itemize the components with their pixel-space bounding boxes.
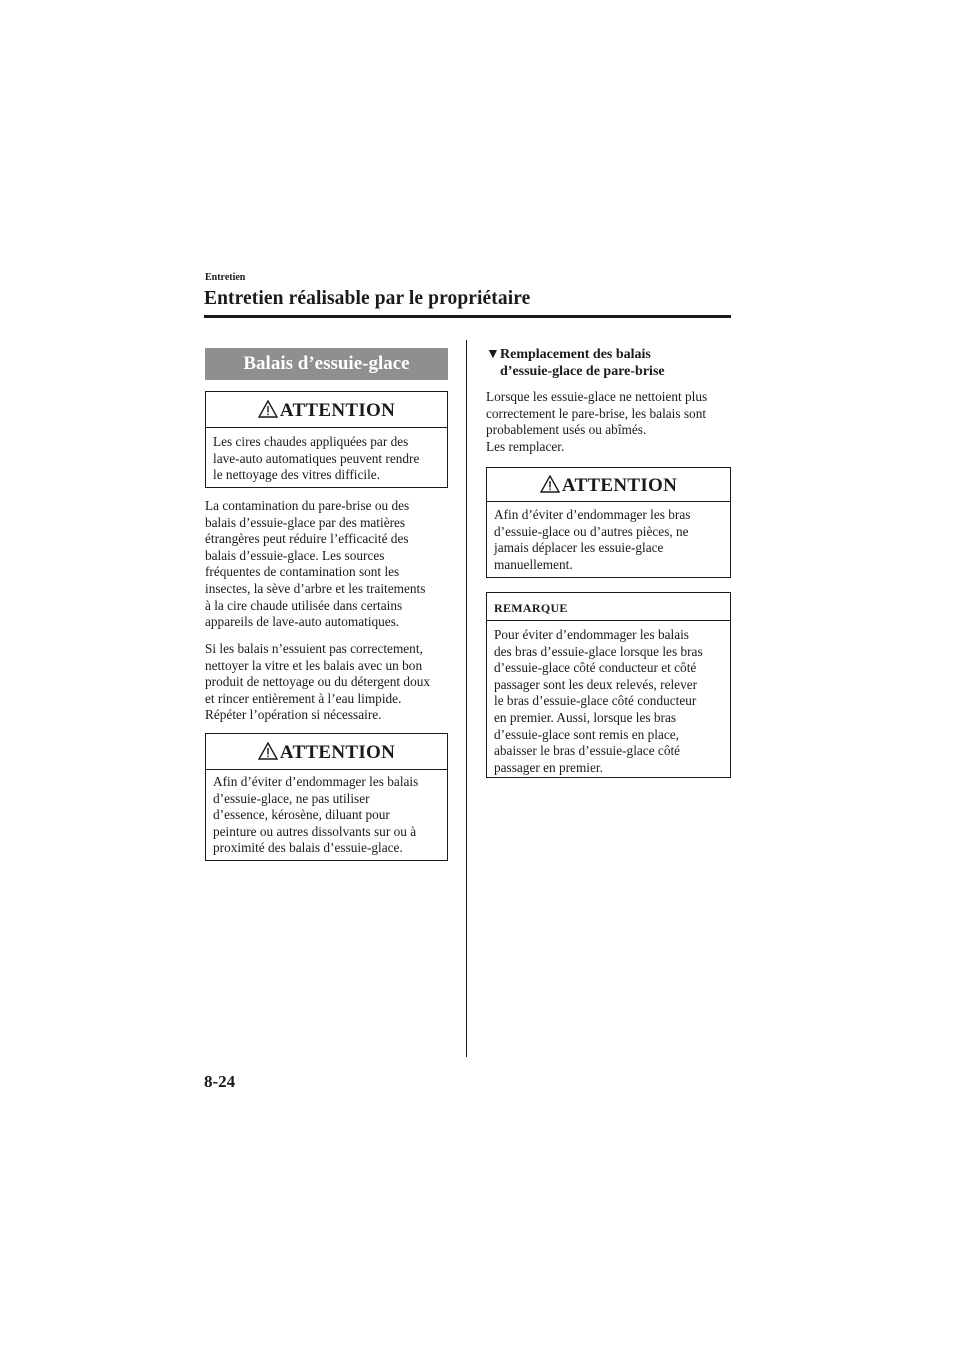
caution-label: ATTENTION: [279, 742, 396, 763]
section-label: Entretien: [205, 272, 246, 283]
text-line: La contamination du pare-brise ou des: [205, 498, 410, 513]
text-line: fréquentes de contamination sont les: [205, 564, 400, 580]
caution-line: Afin d’éviter d’endommager les bras: [494, 507, 691, 522]
warning-icon: [540, 475, 560, 499]
heading-line: Remplacement des balais: [500, 347, 651, 362]
caution-line: manuellement.: [494, 556, 573, 572]
subsection-heading: [486, 346, 736, 380]
text-line: balais d’essuie-glace par des matières: [205, 514, 406, 530]
text-line: Les remplacer.: [486, 438, 565, 454]
caution-divider: [206, 769, 447, 770]
caution-line: Les cires chaudes appliquées par des: [213, 434, 409, 449]
caution-line: d’essence, kérosène, diluant pour: [213, 807, 390, 823]
caution-text: [213, 774, 441, 857]
caution-divider: [487, 501, 730, 502]
note-title: REMARQUE: [494, 601, 568, 615]
caution-text: [494, 507, 724, 573]
caution-line: lave-auto automatiques peuvent rendre: [213, 450, 420, 466]
caution-label: ATTENTION: [561, 475, 678, 496]
note-line: passager sont les deux relevés, relever: [494, 676, 698, 692]
caution-line: jamais déplacer les essuie-glace: [494, 540, 664, 556]
caution-box: [205, 733, 448, 861]
note-line: abaisser le bras d’essuie-glace côté: [494, 743, 681, 759]
text-line: Répéter l’opération si nécessaire.: [205, 707, 382, 723]
warning-icon: [258, 400, 278, 424]
warning-icon: [258, 742, 278, 766]
note-text: [494, 627, 724, 776]
caution-text: [213, 434, 441, 484]
section-banner: Balais d’essuie-glace: [205, 348, 448, 380]
text-line: produit de nettoyage ou du détergent doux: [205, 674, 431, 690]
text-line: appareils de lave-auto automatiques.: [205, 614, 400, 630]
caution-title: [487, 475, 730, 499]
caution-title: [206, 742, 447, 766]
note-line: d’essuie-glace sont remis en place,: [494, 726, 679, 742]
caution-line: d’essuie-glace ou d’autres pièces, ne: [494, 523, 689, 539]
text-line: insectes, la sève d’arbre et les traitements: [205, 580, 426, 596]
caution-label: ATTENTION: [279, 400, 396, 421]
title-rule: [204, 315, 731, 318]
text-line: nettoyer la vitre et les balais avec un bon: [205, 657, 423, 673]
text-line: balais d’essuie-glace. Les sources: [205, 547, 385, 563]
column-divider: [466, 340, 467, 1057]
heading-line: d’essuie-glace de pare-brise: [500, 364, 665, 379]
caution-title: [206, 400, 447, 424]
note-divider: [487, 620, 730, 621]
caution-divider: [206, 427, 447, 428]
note-box: [486, 592, 731, 778]
text-line: Si les balais n’essuient pas correctement,: [205, 641, 423, 656]
note-line: des bras d’essuie-glace lorsque les bras: [494, 643, 703, 659]
caution-line: d’essuie-glace, ne pas utiliser: [213, 790, 370, 806]
text-line: et rincer entièrement à l’eau limpide.: [205, 690, 402, 706]
caution-line: le nettoyage des vitres difficile.: [213, 467, 381, 483]
triangle-down-icon: ▼: [486, 347, 500, 362]
note-line: d’essuie-glace côté conducteur et côté: [494, 660, 697, 676]
note-line: le bras d’essuie-glace côté conducteur: [494, 693, 697, 709]
text-line: Lorsque les essuie-glace ne nettoient plus: [486, 389, 708, 404]
note-line: Pour éviter d’endommager les balais: [494, 627, 689, 642]
text-line: correctement le pare-brise, les balais sont: [486, 405, 707, 421]
caution-line: peinture ou autres dissolvants sur ou à: [213, 823, 417, 839]
note-line: passager en premier.: [494, 759, 603, 775]
body-paragraph: [205, 641, 455, 724]
caution-box: [205, 391, 448, 488]
caution-line: Afin d’éviter d’endommager les balais: [213, 774, 419, 789]
text-line: à la cire chaude utilisée dans certains: [205, 597, 403, 613]
caution-line: proximité des balais d’essuie-glace.: [213, 840, 403, 856]
page-number: 8-24: [204, 1072, 236, 1091]
body-paragraph: [486, 389, 736, 455]
text-line: étrangères peut réduire l’efficacité des: [205, 531, 409, 547]
page-title: Entretien réalisable par le propriétaire: [204, 288, 531, 309]
text-line: probablement usés ou abîmés.: [486, 422, 647, 438]
body-paragraph: [205, 498, 455, 631]
note-line: en premier. Aussi, lorsque les bras: [494, 709, 677, 725]
caution-box: [486, 467, 731, 578]
